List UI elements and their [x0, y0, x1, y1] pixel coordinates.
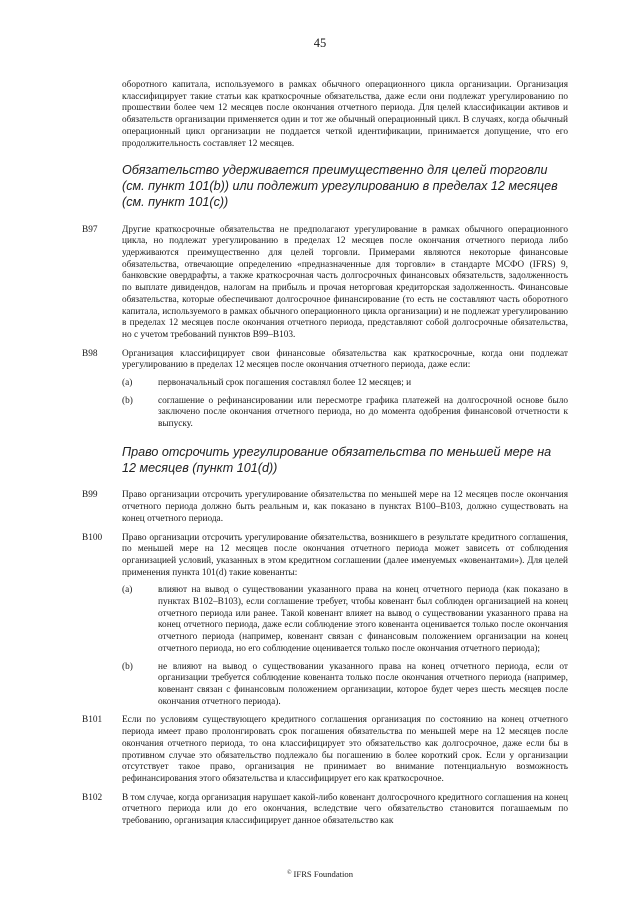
paragraph-number: B100	[82, 532, 103, 543]
list-item	[122, 396, 568, 431]
page-content	[82, 80, 568, 835]
list-item-text: первоначальный срок погашения составлял более 12 месяцев; и	[158, 378, 412, 389]
section-heading-deferral: Право отсрочить урегулирование обязательства по меньшей мере на 12 месяцев (пункт 101(d))	[122, 444, 552, 475]
paragraph-text: Право организации отсрочить урегулирование обязательства, возникшего в результате кредитного соглашения, по меньшей мере на 12 месяцев после окончания отчетного периода может зависеть от соблюдения организацией условий, указанных в этом кредитном соглашении (далее именуемых «ковенантами»). Для целей применения пункта 101(d) такие ковенанты:	[122, 532, 568, 578]
copyright-symbol: ©	[286, 870, 292, 876]
list-item-text: влияют на вывод о существовании указанного права на конец отчетного периода (как показано в пунктах B102–B103), если соглашение требует, чтобы ковенант был соблюден организацией на конец отчетного периода или ранее. Такой ковенант влияет на вывод о существовании указанного права на конец отчетного периода, даже если соблюдение этого ковенанта оценивается только после окончания отчетного периода (например, ковенант связан с финансовым положением организации на конец отчетного периода, но его соблюдение оценивается только после окончания отчетного периода);	[158, 585, 568, 654]
list-item-text: соглашение о рефинансировании или пересмотре графика платежей на долгосрочной основе было заключено после окончания отчетного периода, но до момента одобрения финансовой отчетности к выпуску.	[158, 395, 568, 430]
paragraph-b99	[82, 490, 568, 525]
list-item-label: (b)	[122, 395, 133, 406]
paragraph-number: B97	[82, 224, 98, 235]
footer-text: IFRS Foundation	[293, 869, 353, 879]
intro-paragraph: оборотного капитала, используемого в рамках обычного операционного цикла организации. Организация классифицирует такие статьи как краткосрочные обязательства, даже если они подлежат урегулированию по прошествии более чем 12 месяцев после окончания отчетного периода. Для целей классификации активов и обязательств организации применяется один и тот же обычный операционный цикл. В случаях, когда обычный операционный цикл организации не поддается четкой идентификации, принимается допущение, что его продолжительность составляет 12 месяцев.	[122, 80, 568, 149]
list-item	[122, 378, 568, 390]
paragraph-b101	[82, 715, 568, 785]
paragraph-text: Право организации отсрочить урегулирование обязательства по меньшей мере на 12 месяцев после окончания отчетного периода должно быть реальным и, как показано в пунктах B100–B103, должно существовать на конец отчетного периода.	[122, 490, 568, 524]
paragraph-text: Другие краткосрочные обязательства не предполагают урегулирование в рамках обычного операционного цикла, но подлежат урегулированию в пределах 12 месяцев после окончания отчетного периода либо удерживаются преимущественно для целей торговли. Примерами являются некоторые финансовые обязательства, отвечающие определению «предназначенные для торговли» в стандарте МСФО (IFRS) 9, банковские овердрафты, а также краткосрочная часть долгосрочных финансовых обязательств, задолженность по выплате дивидендов, налогам на прибыль и прочая неторговая кредиторская задолженность. Финансовые обязательства, которые обеспечивают долгосрочное финансирование (то есть не составляют часть оборотного капитала, используемого в рамках обычного операционного цикла организации) и не подлежат урегулированию в пределах 12 месяцев после окончания отчетного периода, представляют собой долгосрочные обязательства, но с учетом требований пунктов B99–B103.	[122, 224, 568, 340]
paragraph-text: В том случае, когда организация нарушает какой-либо ковенант долгосрочного кредитного соглашения на конец отчетного периода или до его окончания, вследствие чего обязательство становится погашаемым по требованию, организация классифицирует данное обязательство как	[122, 792, 568, 827]
paragraph-b98	[82, 349, 568, 431]
paragraph-number: B99	[82, 490, 98, 501]
paragraph-text: Если по условиям существующего кредитного соглашения организация по состоянию на конец отчетного периода имеет право пролонгировать срок погашения обязательства по меньшей мере на 12 месяцев после окончания отчетного периода, то она классифицирует это обязательство как долгосрочное, даже если бы в противном случае это обязательство подлежало бы погашению в более короткий срок. Если у организации отсутствует такое право, организация не принимает во внимание потенциальную возможность рефинансирования этого обязательства и классифицирует его как краткосрочное.	[122, 715, 568, 784]
paragraph-number: B101	[82, 715, 103, 726]
paragraph-text: Организация классифицирует свои финансовые обязательства как краткосрочные, когда они подлежат урегулированию в пределах 12 месяцев после окончания отчетного периода, даже если:	[122, 348, 568, 371]
list-item-label: (a)	[122, 378, 133, 389]
section-heading-trading: Обязательство удерживается преимущественно для целей торговли (см. пункт 101(b)) или подлежит урегулированию в пределах 12 месяцев (см. пункт 101(c))	[122, 163, 558, 209]
paragraph-number: B102	[82, 792, 103, 803]
list-item	[122, 585, 568, 655]
paragraph-b100	[82, 533, 568, 709]
paragraph-number: B98	[82, 348, 98, 359]
list-item-text: не влияют на вывод о существовании указанного права на конец отчетного периода, если от организации требуется соблюдение ковенанта только после окончания отчетного периода (например, ковенант связан с финансовым положением организации, которое будет через шесть месяцев после окончания отчетного периода).	[158, 661, 568, 707]
list-item-label: (b)	[122, 661, 133, 672]
paragraph-b102	[82, 793, 568, 828]
page-number: 45	[313, 36, 327, 50]
paragraph-b97	[82, 225, 568, 342]
list-item-label: (a)	[122, 585, 133, 596]
list-item	[122, 662, 568, 709]
page-footer	[0, 869, 640, 879]
